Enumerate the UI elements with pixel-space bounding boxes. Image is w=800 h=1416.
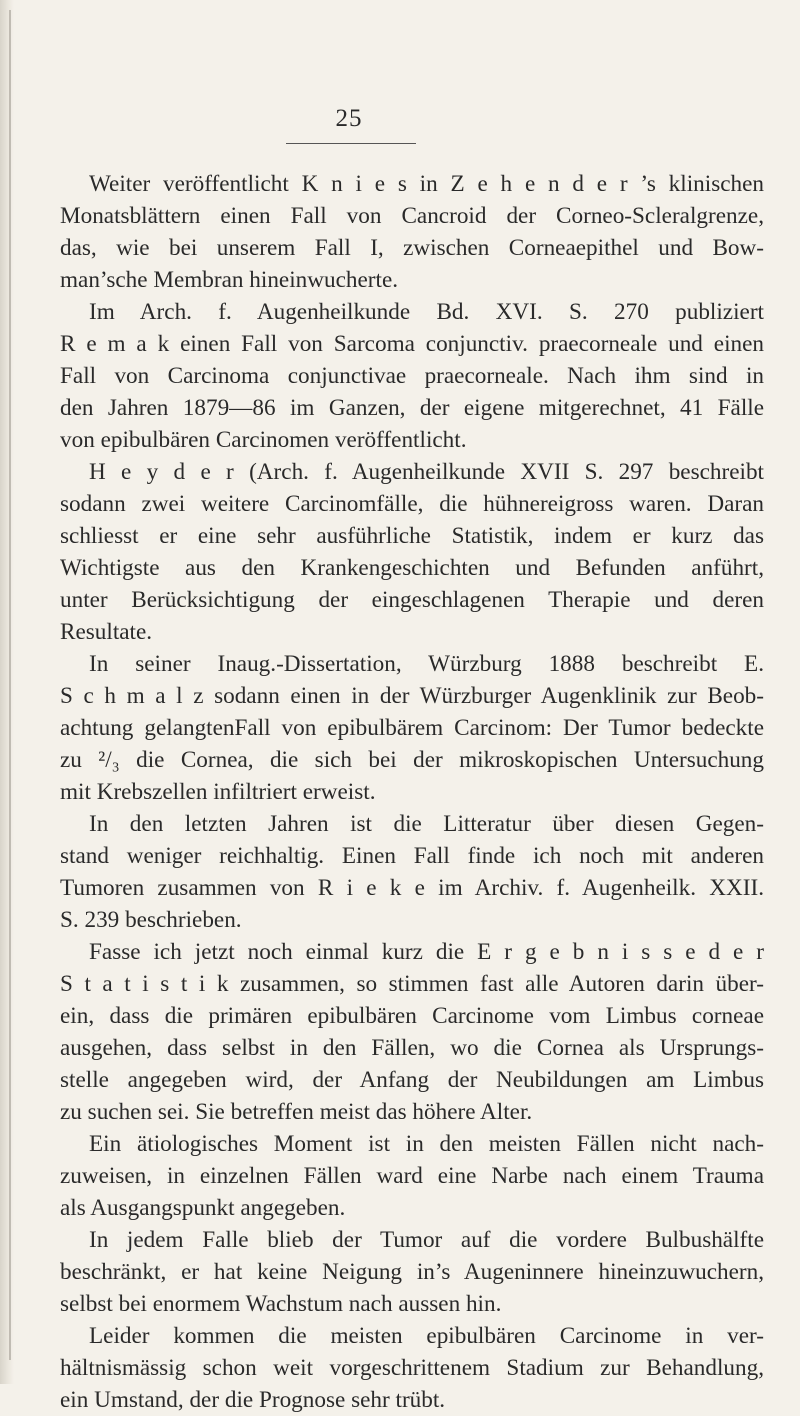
text-line: sodann zwei weitere Carcinomfälle, die hühnereigross waren. Daran xyxy=(60,491,764,517)
text-line: R e m a k einen Fall von Sarcoma conjunctiv. praecorneale und einen xyxy=(60,331,764,357)
text-line: stelle angegeben wird, der Anfang der Neubildungen am Limbus xyxy=(60,1067,764,1093)
text-line: mit Krebszellen infiltriert erweist. xyxy=(60,779,376,805)
text-line: hältnismässig schon weit vorgeschrittenem Stadium zur Behandlung, xyxy=(60,1355,764,1381)
text-line: In jedem Falle blieb der Tumor auf die vordere Bulbushälfte xyxy=(89,1227,764,1253)
text-line: Fall von Carcinoma conjunctivae praecorneale. Nach ihm sind in xyxy=(60,363,764,389)
text-line: ein Umstand, der die Prognose sehr trübt. xyxy=(60,1387,446,1413)
text-line: S. 239 beschrieben. xyxy=(60,907,242,933)
text-line: Weiter veröffentlicht K n i e s in Z e h e n d e r ’s klinischen xyxy=(89,171,764,197)
text-line: S t a t i s t i k zusammen, so stimmen fast alle Autoren darin über- xyxy=(60,971,764,997)
text-line: Wichtigste aus den Krankengeschichten und Befunden anführt, xyxy=(60,555,764,581)
text-line: ein, dass die primären epibulbären Carcinome vom Limbus corneae xyxy=(60,1003,764,1029)
text-line: zuweisen, in einzelnen Fällen ward eine Narbe nach einem Trauma xyxy=(60,1163,764,1189)
text-line: Monatsblättern einen Fall von Cancroid der Corneo-Scleralgrenze, xyxy=(60,203,764,229)
text-line: Tumoren zusammen von R i e k e im Archiv. f. Augenheilk. XXII. xyxy=(60,875,764,901)
page-number: 25 xyxy=(335,105,363,132)
text-line: von epibulbären Carcinomen veröffentlicht. xyxy=(60,427,467,453)
text-line: unter Berücksichtigung der eingeschlagenen Therapie und deren xyxy=(60,587,764,613)
text-line: Leider kommen die meisten epibulbären Carcinome in ver- xyxy=(89,1323,764,1349)
text-line: als Ausgangspunkt angegeben. xyxy=(60,1195,346,1221)
text-line: schliesst er eine sehr ausführliche Statistik, indem er kurz das xyxy=(60,523,764,549)
text-line: Fasse ich jetzt noch einmal kurz die E r g e b n i s s e d e r xyxy=(89,939,764,965)
text-line: Im Arch. f. Augenheilkunde Bd. XVI. S. 270 publiziert xyxy=(89,299,764,325)
text-line: achtung gelangtenFall von epibulbärem Carcinom: Der Tumor bedeckte xyxy=(60,715,764,741)
text-line: Ein ätiologisches Moment ist in den meisten Fällen nicht nach- xyxy=(89,1131,764,1157)
page-binding-edge xyxy=(0,0,14,1384)
text-line: zu suchen sei. Sie betreffen meist das höhere Alter. xyxy=(60,1099,533,1125)
text-line: In seiner Inaug.-Dissertation, Würzburg 1888 beschreibt E. xyxy=(89,651,764,677)
body-text xyxy=(60,168,764,1416)
text-line: das, wie bei unserem Fall I, zwischen Corneaepithel und Bow- xyxy=(60,235,764,261)
text-line: ausgehen, dass selbst in den Fällen, wo die Cornea als Ursprungs- xyxy=(60,1035,764,1061)
text-line: selbst bei enormem Wachstum nach aussen hin. xyxy=(60,1291,502,1317)
text-line: In den letzten Jahren ist die Litteratur über diesen Gegen- xyxy=(89,811,764,837)
text-line: den Jahren 1879—86 im Ganzen, der eigene mitgerechnet, 41 Fälle xyxy=(60,395,764,421)
text-line: stand weniger reichhaltig. Einen Fall finde ich noch mit anderen xyxy=(60,843,764,869)
text-line: man’sche Membran hineinwucherte. xyxy=(60,267,399,293)
text-line: beschränkt, er hat keine Neigung in’s Augeninnere hineinzuwuchern, xyxy=(60,1259,764,1285)
text-line: Resultate. xyxy=(60,619,153,645)
page-number-rule xyxy=(286,143,416,144)
text-line: S c h m a l z sodann einen in der Würzburger Augenklinik zur Beob- xyxy=(60,683,764,709)
binding-shadow-line xyxy=(9,10,11,1360)
text-line: H e y d e r (Arch. f. Augenheilkunde XVII S. 297 beschreibt xyxy=(89,459,764,485)
text-line: zu ²/₃ die Cornea, die sich bei der mikroskopischen Untersuchung xyxy=(60,747,764,773)
